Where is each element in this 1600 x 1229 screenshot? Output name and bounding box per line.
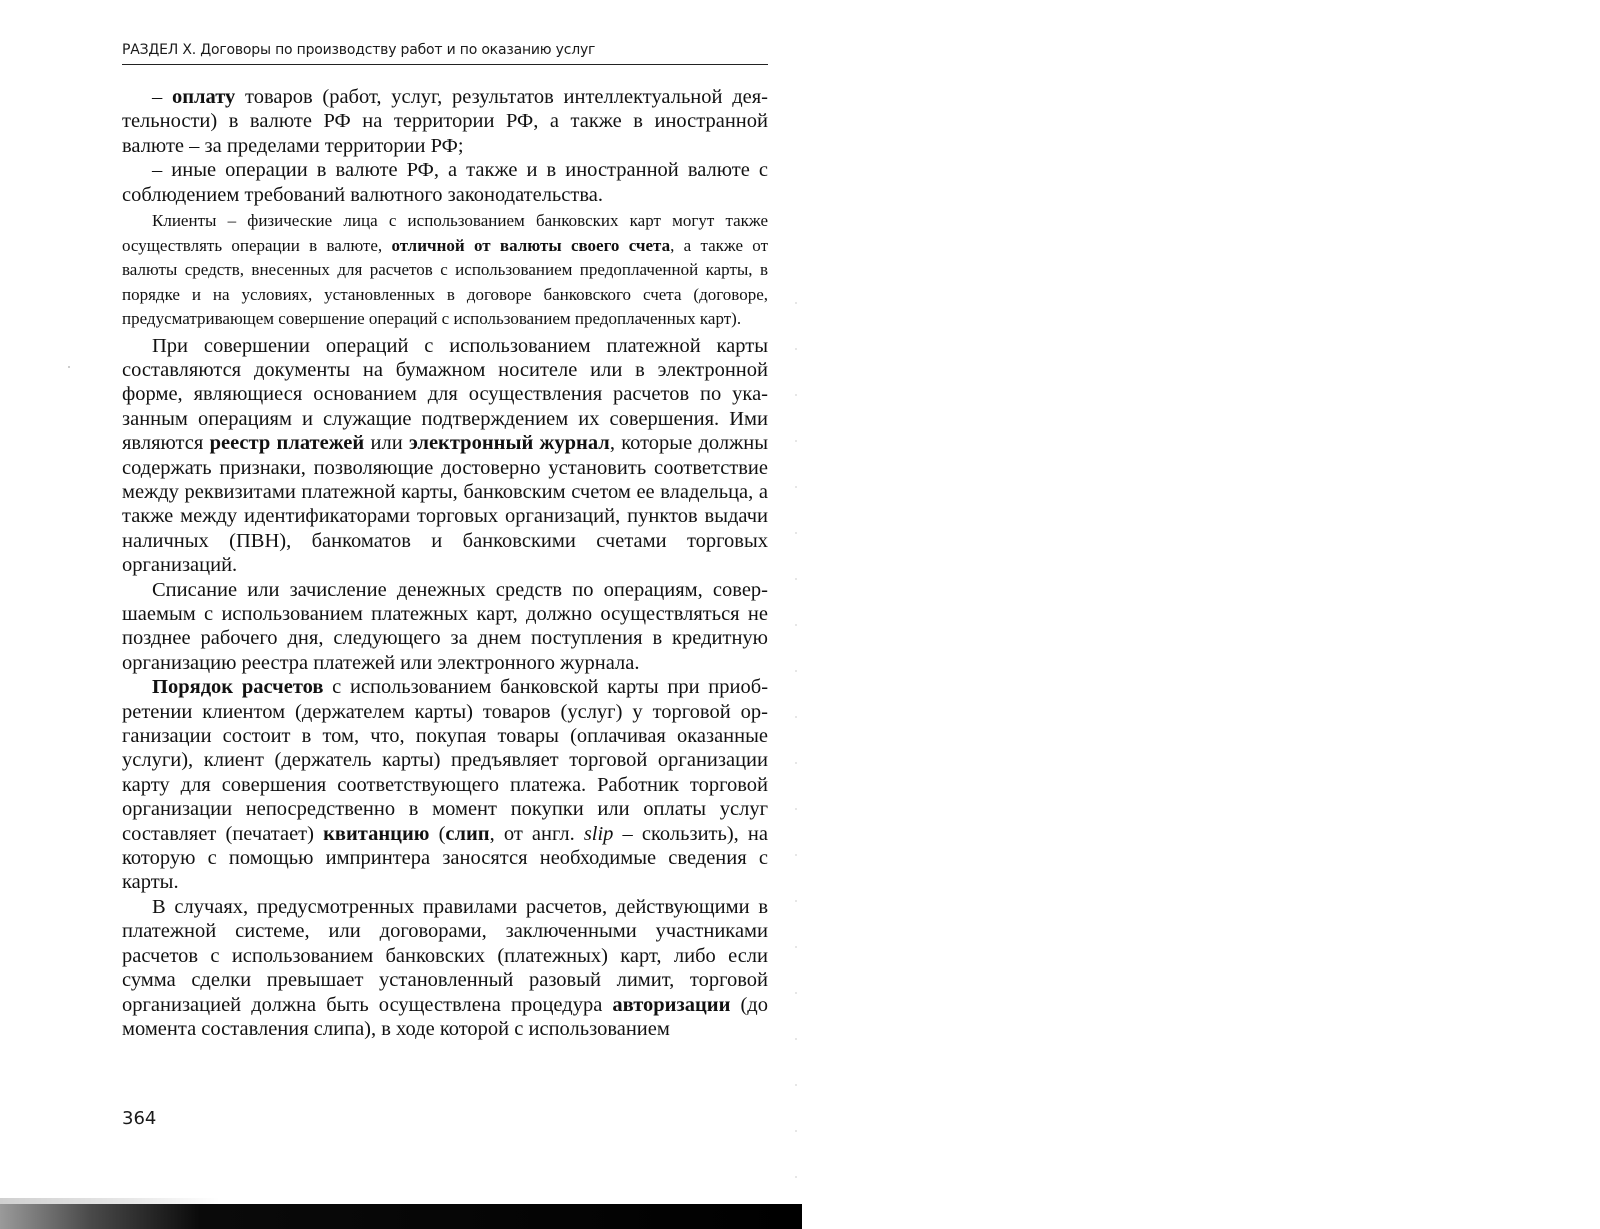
page-number: 364 [122, 1108, 157, 1129]
paragraph [122, 85, 768, 158]
bold-term: квитанцию [323, 822, 430, 845]
running-head: РАЗДЕЛ X. Договоры по производству работ и по оказанию услуг [122, 30, 768, 65]
body-text [122, 85, 768, 1041]
text-run: , которые должны содержать признаки, позволяющие достоверно установить соответствие между реквизитами платежной карты, банковским счетом ее владельца, а также между идентификаторами торговых организаций, пунктов выдачи наличных (ПВН), банкоматов и банковскими счетами торговых организаций. [122, 432, 769, 577]
italic-term: slip [583, 822, 614, 845]
text-run: Списание или зачисление денежных средств по операциям, совершаемым с использованием платежных карт, должно осуществляться не позднее рабочего дня, следующего за днем поступления в кредитную организацию реестра платежей или электронного журнала. [122, 578, 768, 674]
bold-term: Порядок расчетов [152, 676, 324, 699]
text-run: – скользить), на которую с помощью импринтера заносятся необходимые сведения с карты. [122, 822, 768, 894]
text-run: с использованием банковской карты при приобретении клиентом (держателем карты) товаров (услуг) у торговой организации состоит в том, что, покупая товары (оплачивая оказанные услуги), клиент (держатель карты) предъявляет торговой организации карту для совершения соответствующего платежа. Работник торговой организации непосредственно в момент покупки или оплаты услуг составляет (печатает) [122, 676, 769, 845]
text-run: – [152, 86, 172, 108]
paragraph [122, 578, 768, 676]
paragraph [122, 895, 768, 1041]
text-run: (до момента составления слипа), в ходе которой с использованием [122, 993, 768, 1040]
bold-term: реестр платежей [209, 432, 365, 455]
text-run: В случаях, предусмотренных правилами расчетов, действующими в платежной системе, или договорами, заключенными участниками расчетов с использованием банковских (платежных) карт, либо если сумма сделки превышает установленный разовый лимит, торговой организацией должна быть осуществлена процедура [122, 895, 768, 1016]
bold-term: оплату [171, 86, 236, 108]
bold-term: отличной от валюты своего счета [391, 235, 671, 255]
text-run: , а также от валюты средств, внесенных для расчетов с использованием предоплаченной карты, в порядке и на условиях, установленных в договоре банковского счета (договоре, предусматривающем совершение операций с использованием предоплаченных карт). [122, 235, 768, 329]
text-run: ( [429, 822, 446, 845]
text-run: или [364, 432, 409, 455]
bold-term: слип [445, 822, 490, 845]
text-run: товаров (работ, услуг, результатов интеллектуальной деятельности) в валюте РФ на территории РФ, а также в иностранной валюте – за пределами территории РФ; [122, 86, 768, 157]
text-run: Клиенты – физические лица с использованием банковских карт могут также осуществлять операции в валюте, [122, 211, 768, 255]
scan-speck [68, 366, 70, 368]
bold-term: электронный журнал [408, 432, 610, 455]
text-run: – иные операции в валюте РФ, а также и в иностранной валюте с соблюдением требований валютного законодательства. [122, 159, 768, 206]
text-run: , от англ. [489, 822, 584, 845]
paragraph [122, 334, 768, 578]
bold-term: авторизации [612, 993, 731, 1016]
page-content [122, 30, 768, 1041]
scan-bottom-edge [0, 1204, 802, 1229]
paragraph [122, 158, 768, 207]
small-print-paragraph [122, 209, 768, 332]
text-run: При совершении операций с использованием платежной карты составляются документы на бумажном носителе или в электронной форме, являющиеся основанием для осуществления расчетов по указанным операциям и служащие подтверждением их совершения. Ими являются [122, 334, 768, 455]
paragraph [122, 675, 768, 895]
gutter-shadow [792, 280, 800, 1200]
